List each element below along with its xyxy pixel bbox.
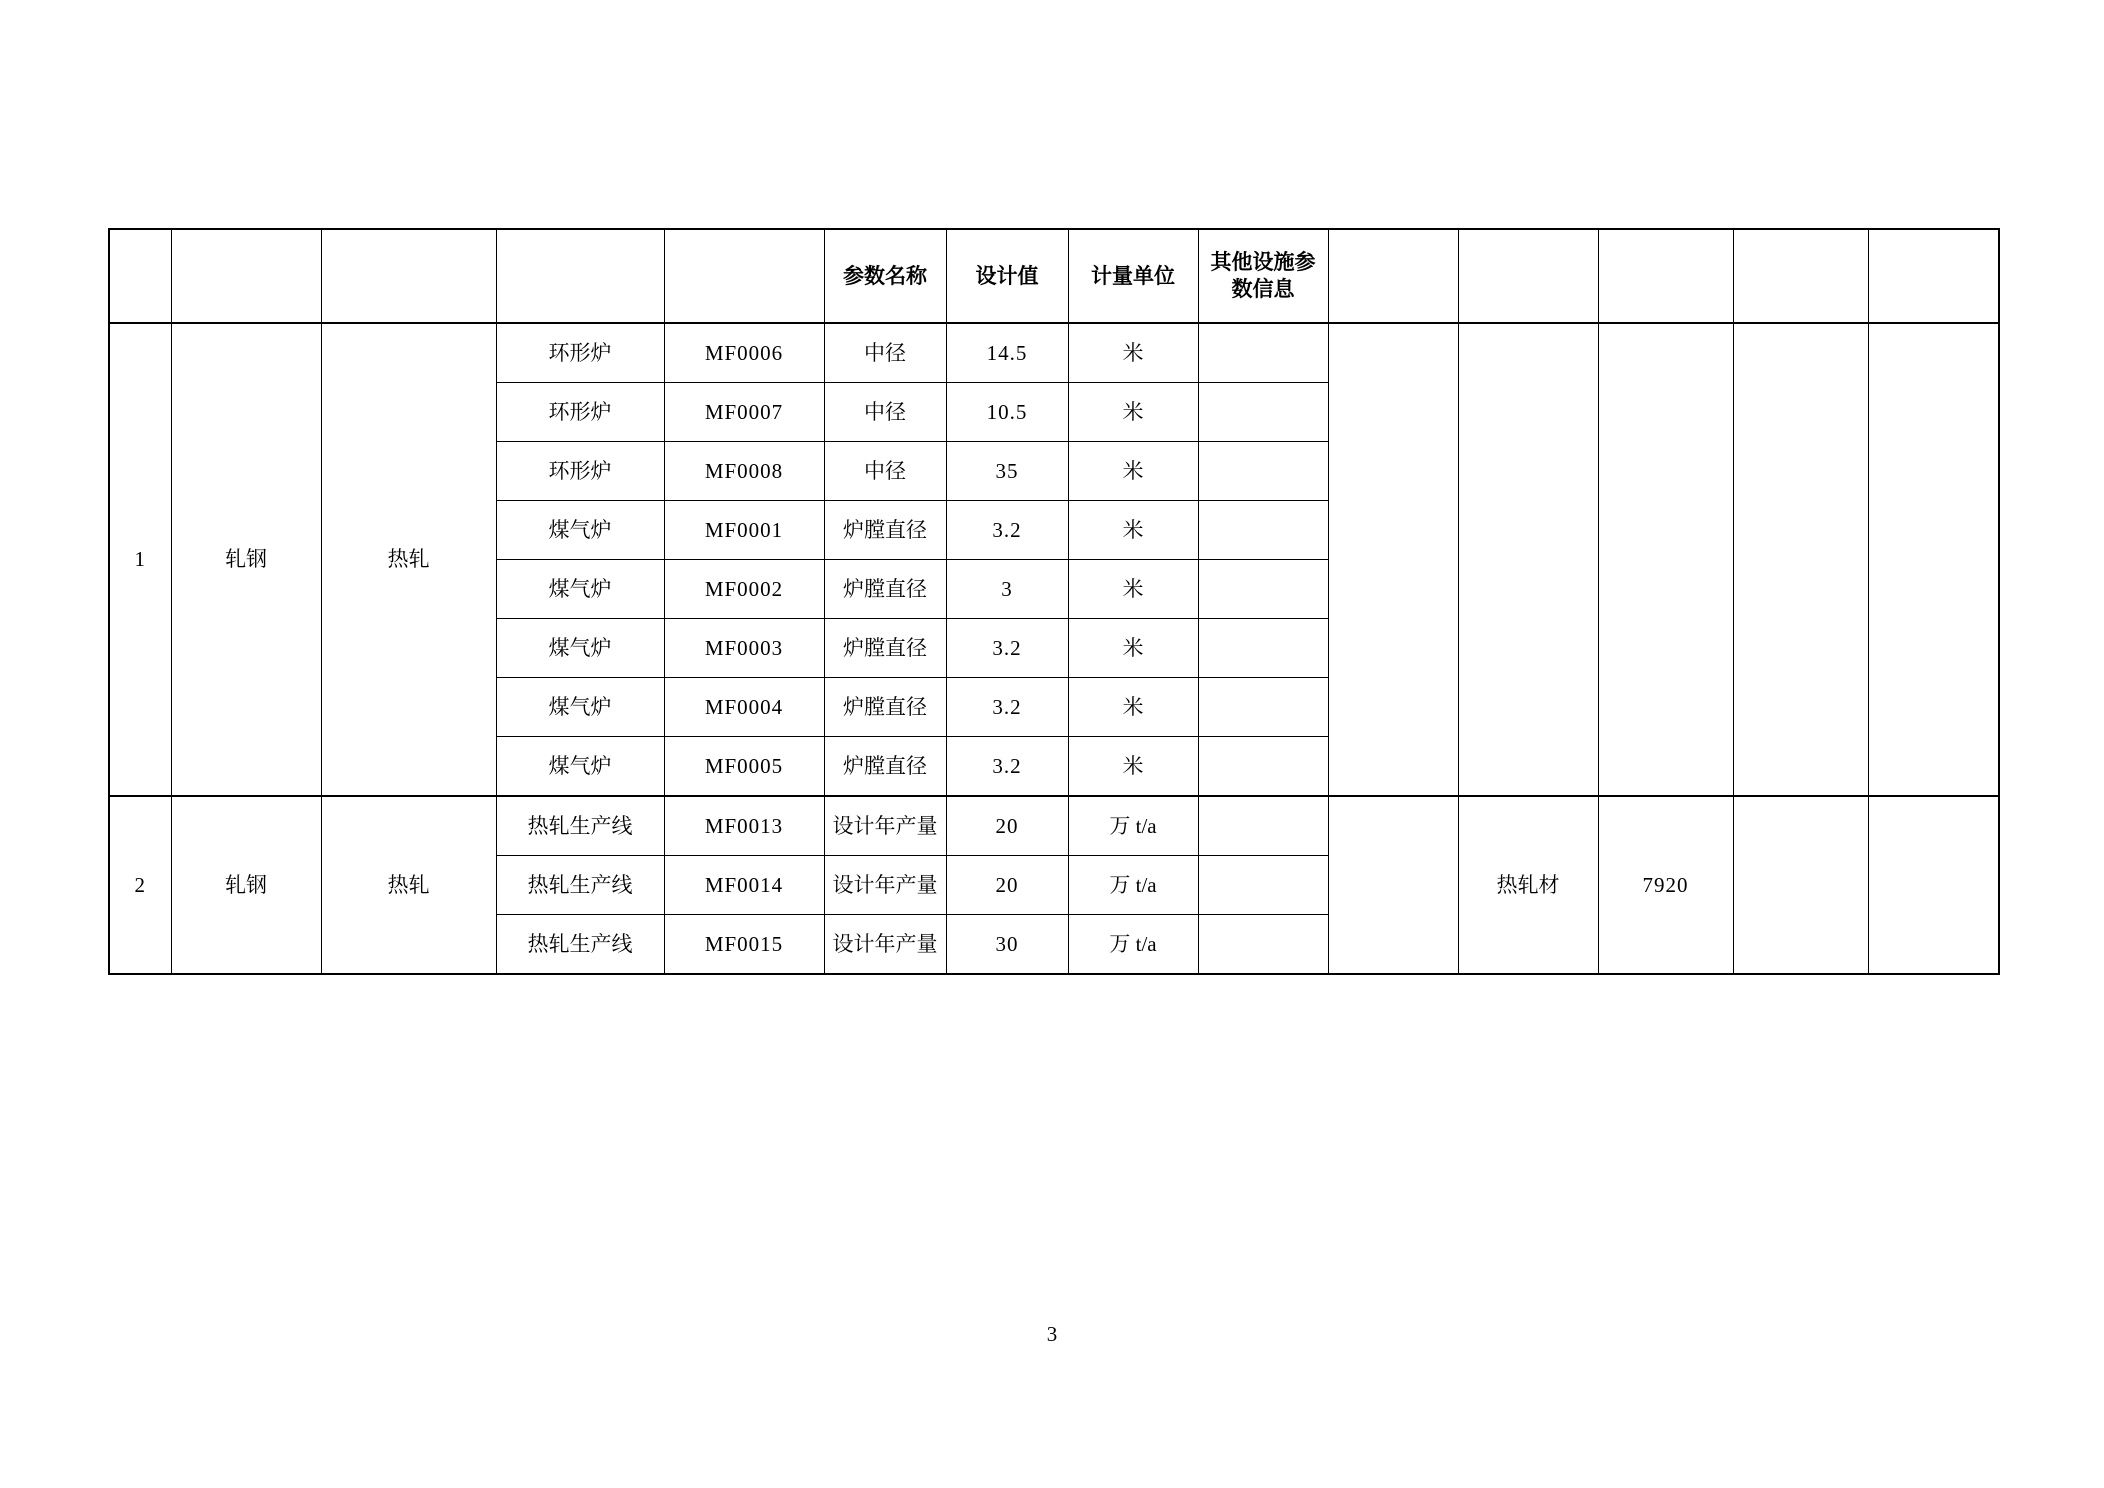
table-row [109,796,1999,856]
extra-cell-9 [1328,796,1458,974]
design-value: 20 [946,796,1068,856]
other-info-cell [1198,737,1328,797]
parameters-table-container [108,228,1998,975]
other-info-cell [1198,383,1328,442]
facility-name: 环形炉 [496,383,664,442]
unit-value: 米 [1068,737,1198,797]
facility-code: MF0002 [664,560,824,619]
header-cell-blank-3 [496,229,664,323]
param-name: 炉膛直径 [824,501,946,560]
unit-value: 米 [1068,560,1198,619]
other-info-cell [1198,915,1328,975]
facility-code: MF0005 [664,737,824,797]
param-name: 炉膛直径 [824,560,946,619]
header-cell-blank-12 [1733,229,1868,323]
other-info-cell [1198,619,1328,678]
design-value: 35 [946,442,1068,501]
parameters-table [108,228,2000,975]
header-cell-param-name: 参数名称 [824,229,946,323]
other-info-cell [1198,323,1328,383]
page-number: 3 [1046,1322,1058,1346]
unit-value: 米 [1068,442,1198,501]
param-name: 炉膛直径 [824,737,946,797]
facility-name: 煤气炉 [496,678,664,737]
group-process: 热轧 [321,323,496,796]
param-name: 中径 [824,323,946,383]
design-value: 10.5 [946,383,1068,442]
facility-code: MF0007 [664,383,824,442]
other-facility-name: 热轧材 [1458,796,1598,974]
other-facility-value: 7920 [1598,796,1733,974]
unit-value: 米 [1068,678,1198,737]
facility-code: MF0006 [664,323,824,383]
extra-cell-12 [1733,796,1868,974]
other-info-cell [1198,560,1328,619]
param-name: 炉膛直径 [824,619,946,678]
extra-cell-13 [1868,796,1999,974]
other-facility-value [1598,323,1733,796]
design-value: 20 [946,856,1068,915]
extra-cell-12 [1733,323,1868,796]
facility-code: MF0008 [664,442,824,501]
facility-name: 环形炉 [496,442,664,501]
unit-value: 万 t/a [1068,915,1198,975]
other-info-cell [1198,796,1328,856]
param-name: 中径 [824,442,946,501]
facility-name: 煤气炉 [496,737,664,797]
unit-value: 米 [1068,501,1198,560]
group-index: 1 [109,323,171,796]
param-name: 设计年产量 [824,796,946,856]
table-row [109,323,1999,383]
header-cell-blank-9 [1328,229,1458,323]
other-info-cell [1198,501,1328,560]
facility-code: MF0013 [664,796,824,856]
design-value: 30 [946,915,1068,975]
unit-value: 米 [1068,619,1198,678]
facility-code: MF0004 [664,678,824,737]
header-cell-blank-13 [1868,229,1999,323]
group-process: 热轧 [321,796,496,974]
facility-name: 热轧生产线 [496,856,664,915]
table-header-row [109,229,1999,323]
facility-code: MF0001 [664,501,824,560]
facility-name: 热轧生产线 [496,796,664,856]
group-index: 2 [109,796,171,974]
design-value: 3.2 [946,678,1068,737]
facility-name: 煤气炉 [496,619,664,678]
header-cell-blank-11 [1598,229,1733,323]
param-name: 炉膛直径 [824,678,946,737]
unit-value: 米 [1068,383,1198,442]
design-value: 3.2 [946,737,1068,797]
param-name: 设计年产量 [824,915,946,975]
facility-code: MF0015 [664,915,824,975]
design-value: 14.5 [946,323,1068,383]
design-value: 3 [946,560,1068,619]
design-value: 3.2 [946,619,1068,678]
group-category: 轧钢 [171,796,321,974]
unit-value: 万 t/a [1068,856,1198,915]
header-cell-blank-10 [1458,229,1598,323]
header-cell-blank-2 [321,229,496,323]
group-category: 轧钢 [171,323,321,796]
facility-name: 煤气炉 [496,560,664,619]
header-cell-design-value: 设计值 [946,229,1068,323]
header-cell-other-info: 其他设施参数信息 [1198,229,1328,323]
header-cell-unit: 计量单位 [1068,229,1198,323]
facility-name: 热轧生产线 [496,915,664,975]
facility-name: 环形炉 [496,323,664,383]
param-name: 中径 [824,383,946,442]
other-info-cell [1198,678,1328,737]
unit-value: 万 t/a [1068,796,1198,856]
unit-value: 米 [1068,323,1198,383]
facility-name: 煤气炉 [496,501,664,560]
param-name: 设计年产量 [824,856,946,915]
facility-code: MF0003 [664,619,824,678]
header-cell-blank-0 [109,229,171,323]
facility-code: MF0014 [664,856,824,915]
other-info-cell [1198,442,1328,501]
header-cell-blank-1 [171,229,321,323]
other-facility-name [1458,323,1598,796]
design-value: 3.2 [946,501,1068,560]
other-info-cell [1198,856,1328,915]
extra-cell-13 [1868,323,1999,796]
header-cell-blank-4 [664,229,824,323]
extra-cell-9 [1328,323,1458,796]
